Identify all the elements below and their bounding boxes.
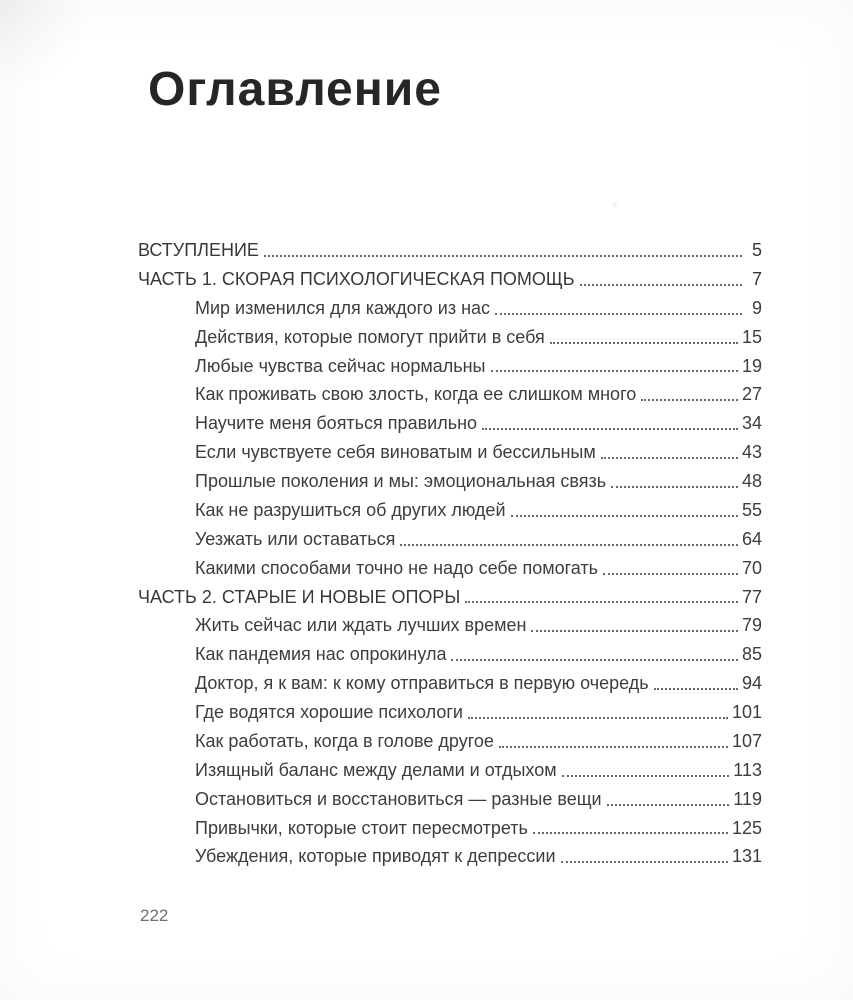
dot-leader [641,399,738,401]
toc-entry-label: Остановиться и восстановиться — разные вещи [195,788,602,809]
dot-leader [607,804,730,806]
toc-entry-label: Как проживать свою злость, когда ее слишком много [195,384,637,405]
dot-leader [264,255,742,257]
toc-chapter-entry [138,673,762,694]
toc-entry-page-number: 19 [741,355,762,376]
toc-entry-label: Действия, которые помогут прийти в себя [195,326,545,347]
dot-leader [465,601,738,603]
toc-entry-page-number: 34 [741,413,762,434]
toc-entry-page-number: 55 [741,499,762,520]
dot-leader [561,861,728,863]
toc-entry-page-number: 125 [731,817,762,838]
toc-section-entry [138,269,762,290]
toc-section-entry [138,240,762,261]
toc-entry-page-number: 48 [741,471,762,491]
table-of-contents [138,240,762,875]
toc-entry-label: Мир изменился для каждого из нас [195,297,491,318]
dot-leader [601,457,738,459]
dot-leader [580,284,742,286]
toc-entry-page-number: 15 [741,326,762,347]
footer-page-number: 222 [140,906,169,925]
toc-entry-label: Какими способами точно не надо себе помогать [195,557,599,578]
toc-section-entry [138,587,762,608]
dot-leader [468,717,728,719]
toc-entry-label: ВСТУПЛЕНИЕ [138,240,259,260]
toc-entry-page-number: 79 [741,615,762,636]
toc-entry-label: ЧАСТЬ 2. СТАРЫЕ И НОВЫЕ ОПОРЫ [138,586,461,607]
toc-chapter-entry [138,384,762,405]
toc-entry-label: Где водятся хорошие психологи [195,702,463,722]
toc-chapter-entry [138,529,762,550]
toc-entry-page-number: 77 [741,586,762,607]
toc-entry-label: Как не разрушиться об других людей [195,499,506,520]
toc-entry-label: Изящный баланс между делами и отдыхом [195,759,557,780]
toc-entry-label: Прошлые поколения и мы: эмоциональная связь [195,471,607,491]
toc-entry-label: Жить сейчас или ждать лучших времен [195,615,527,636]
toc-chapter-entry [138,702,762,723]
dot-leader [550,342,738,344]
toc-entry-label: ЧАСТЬ 1. СКОРАЯ ПСИХОЛОГИЧЕСКАЯ ПОМОЩЬ [138,268,575,289]
toc-chapter-entry [138,789,762,810]
dot-leader [533,832,728,834]
toc-entry-label: Как работать, когда в голове другое [195,730,494,751]
toc-chapter-entry [138,500,762,521]
toc-chapter-entry [138,760,762,781]
dot-leader [611,486,738,488]
toc-chapter-entry [138,644,762,665]
toc-entry-page-number: 85 [741,644,762,665]
toc-chapter-entry [138,731,762,752]
toc-entry-page-number: 70 [741,557,762,578]
toc-entry-page-number: 107 [731,730,762,751]
dot-leader [562,775,730,777]
toc-entry-page-number: 27 [741,384,762,405]
dot-leader [451,659,737,661]
toc-entry-label: Привычки, которые стоит пересмотреть [195,817,528,838]
toc-entry-page-number: 64 [741,528,762,549]
dot-leader [491,370,738,372]
toc-chapter-entry [138,846,762,867]
toc-entry-label: Любые чувства сейчас нормальны [195,355,486,376]
toc-chapter-entry [138,298,762,319]
toc-entry-page-number: 119 [733,788,762,809]
toc-entry-page-number: 7 [751,268,762,289]
dot-leader [482,428,738,430]
toc-entry-label: Доктор, я к вам: к кому отправиться в первую очередь [195,673,649,694]
toc-entry-label: Научите меня бояться правильно [195,413,478,434]
toc-entry-label: Уезжать или оставаться [195,528,396,549]
dot-leader [511,515,738,517]
toc-chapter-entry [138,471,762,492]
toc-entry-page-number: 101 [731,702,762,722]
toc-entry-page-number: 9 [751,297,762,318]
toc-chapter-entry [138,327,762,348]
toc-entry-label: Убеждения, которые приводят к депрессии [195,846,556,867]
toc-entry-label: Как пандемия нас опрокинула [195,644,447,665]
toc-chapter-entry [138,558,762,579]
toc-chapter-entry [138,818,762,839]
dot-leader [531,630,738,632]
page-title: Оглавление [148,63,442,116]
toc-entry-page-number: 113 [733,759,762,780]
toc-entry-page-number: 131 [731,846,762,867]
dot-leader [400,544,738,546]
toc-chapter-entry [138,442,762,463]
toc-entry-page-number: 94 [741,673,762,694]
toc-chapter-entry [138,413,762,434]
dot-leader [654,688,738,690]
toc-entry-page-number: 43 [741,442,762,463]
toc-chapter-entry [138,356,762,377]
dot-leader [603,573,738,575]
toc-chapter-entry [138,615,762,636]
toc-entry-page-number: 5 [751,240,762,260]
dot-leader [499,746,728,748]
scan-speck [612,202,618,208]
dot-leader [495,313,742,315]
toc-entry-label: Если чувствуете себя виноватым и бессильным [195,442,596,463]
